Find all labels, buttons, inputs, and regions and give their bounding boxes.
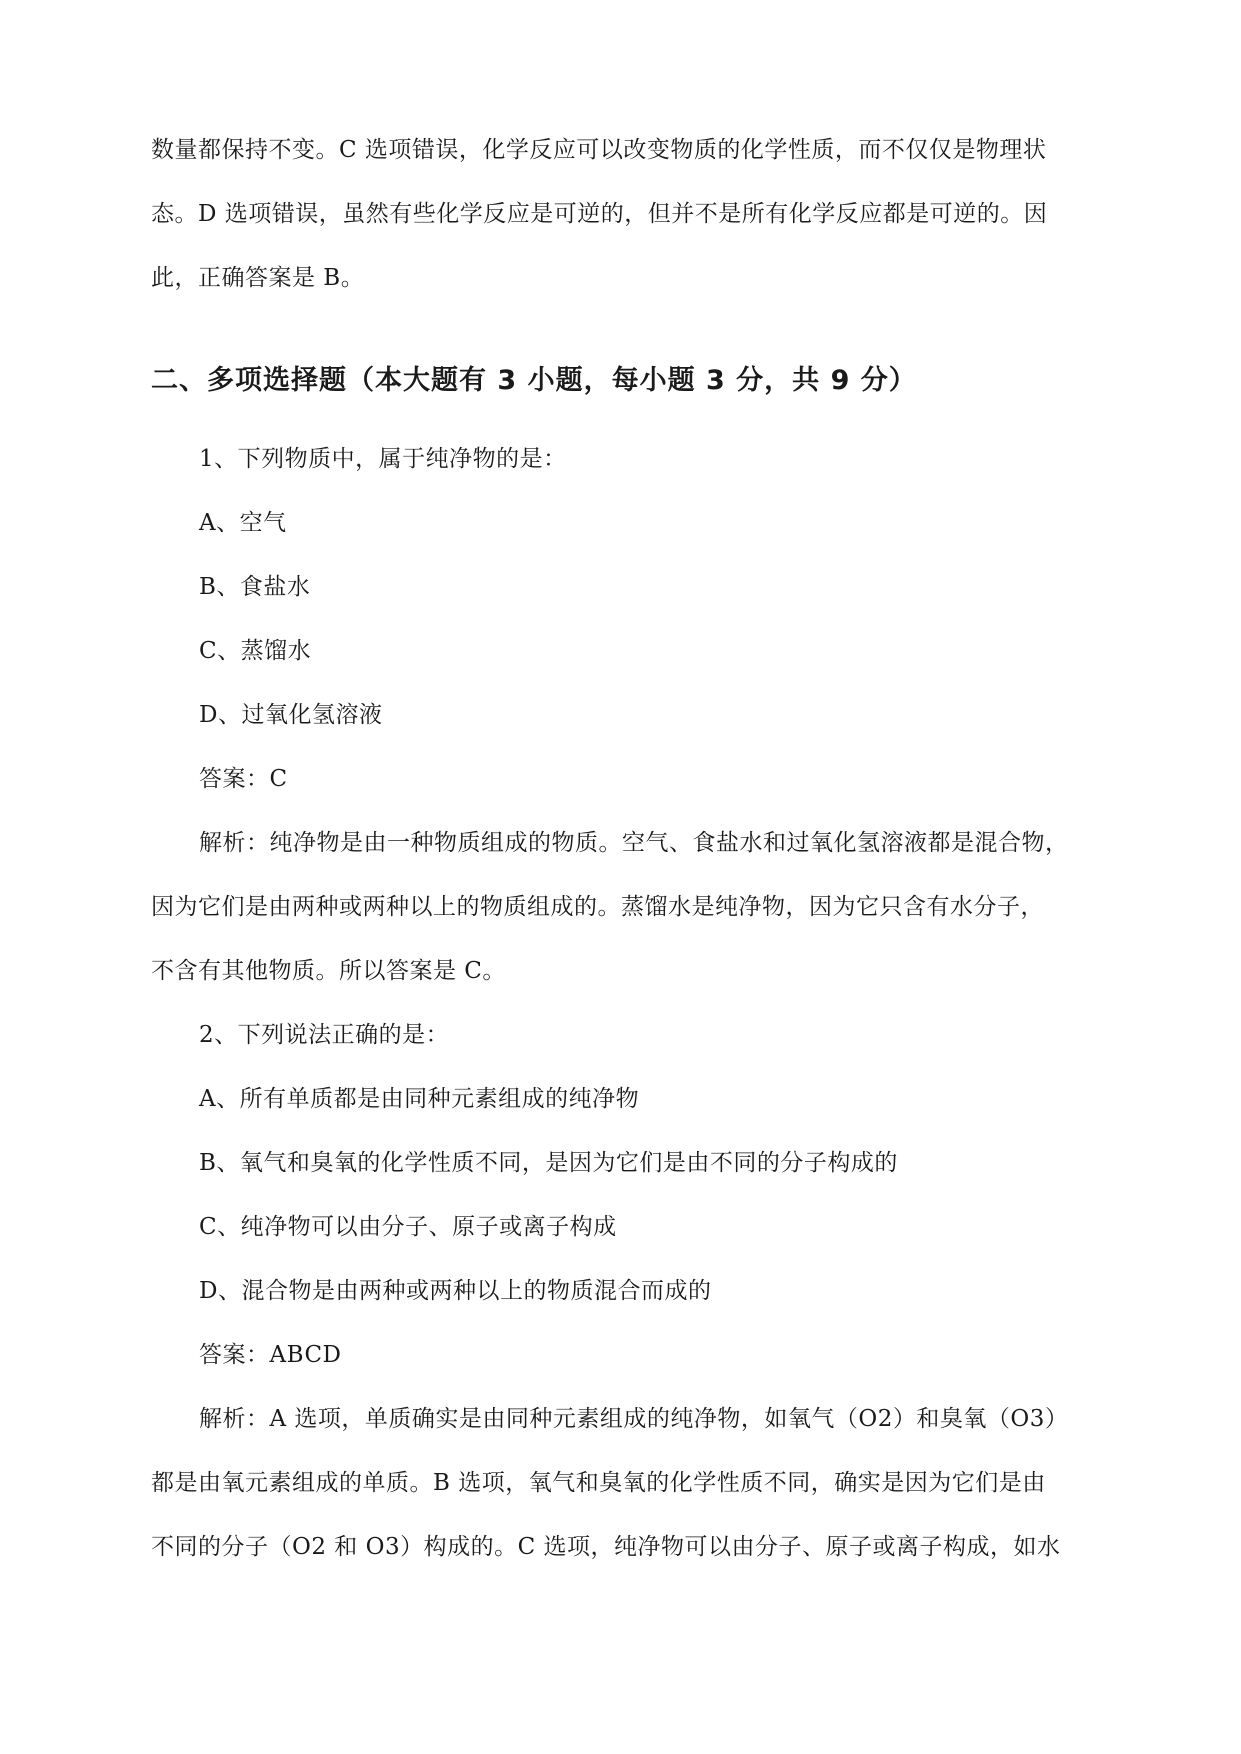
intro-paragraph-line: 数量都保持不变。C 选项错误，化学反应可以改变物质的化学性质，而不仅仅是物理状 [151,137,1047,163]
question-stem: 2、下列说法正确的是： [199,1022,450,1048]
intro-paragraph-line: 态。D 选项错误，虽然有些化学反应是可逆的，但并不是所有化学反应都是可逆的。因 [151,201,1048,227]
answer-line: 答案：ABCD [199,1342,342,1368]
question-option: B、食盐水 [199,574,311,600]
intro-paragraph-line: 此，正确答案是 B。 [151,265,365,291]
question-option: D、混合物是由两种或两种以上的物质混合而成的 [199,1278,712,1304]
section-heading: 二、多项选择题（本大题有 3 小题，每小题 3 分，共 9 分） [151,365,917,396]
analysis-line: 不同的分子（O2 和 O3）构成的。C 选项，纯净物可以由分子、原子或离子构成，如水 [151,1534,1061,1560]
question-option: C、纯净物可以由分子、原子或离子构成 [199,1214,617,1240]
question-option: B、氧气和臭氧的化学性质不同，是因为它们是由不同的分子构成的 [199,1150,898,1176]
question-option: C、蒸馏水 [199,638,312,664]
analysis-line: 解析：纯净物是由一种物质组成的物质。空气、食盐水和过氧化氢溶液都是混合物， [199,830,1069,856]
analysis-line: 都是由氧元素组成的单质。B 选项，氧气和臭氧的化学性质不同，确实是因为它们是由 [151,1470,1046,1496]
question-stem: 1、下列物质中，属于纯净物的是： [199,446,567,472]
question-option: A、空气 [199,510,287,536]
analysis-line: 解析：A 选项，单质确实是由同种元素组成的纯净物，如氧气（O2）和臭氧（O3） [199,1406,1069,1432]
question-option: A、所有单质都是由同种元素组成的纯净物 [199,1086,640,1112]
question-option: D、过氧化氢溶液 [199,702,383,728]
answer-line: 答案：C [199,766,288,792]
analysis-line: 因为它们是由两种或两种以上的物质组成的。蒸馏水是纯净物，因为它只含有水分子， [151,894,1044,920]
analysis-line: 不含有其他物质。所以答案是 C。 [151,958,506,984]
